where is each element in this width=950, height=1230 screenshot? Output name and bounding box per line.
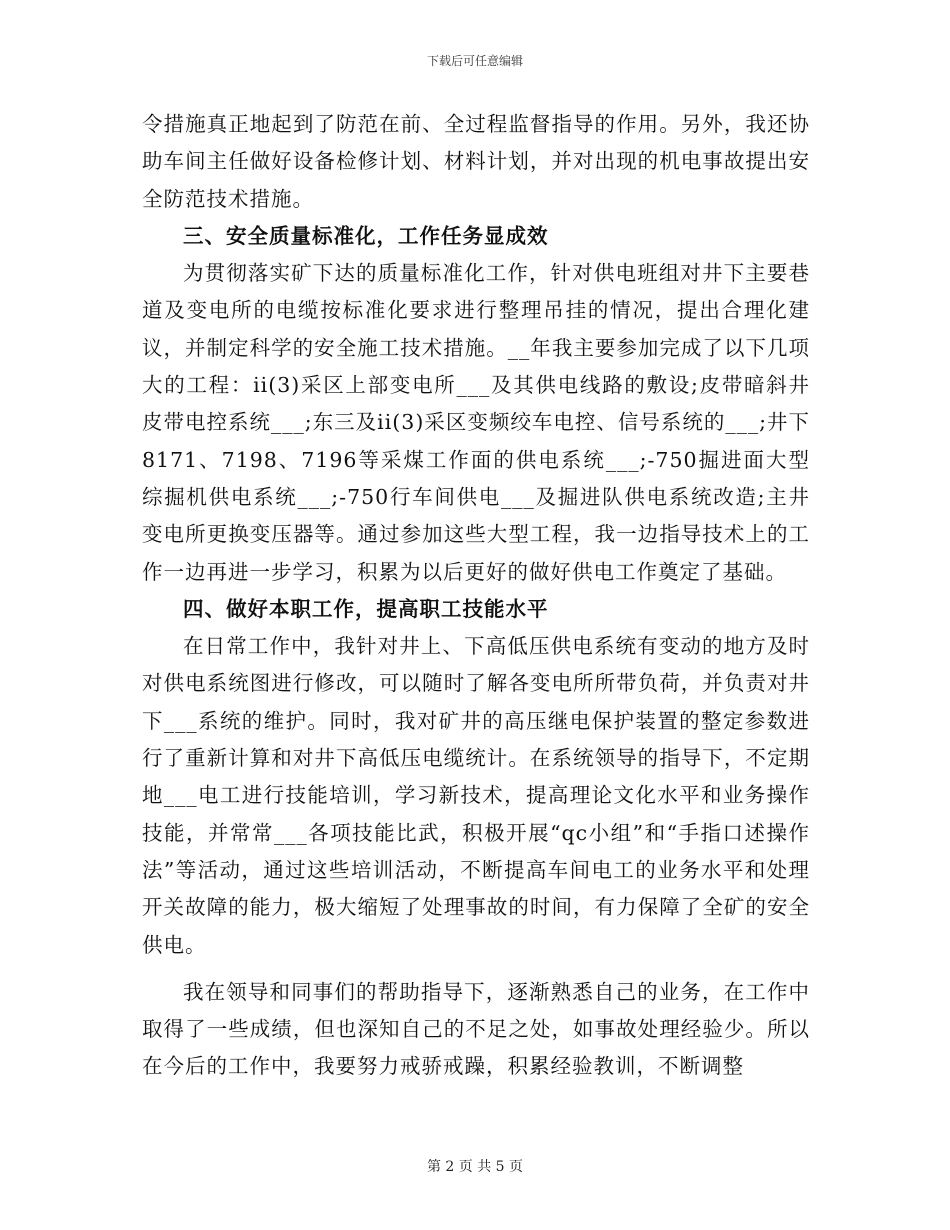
paragraph-conclusion: 我在领导和同事们的帮助指导下，逐渐熟悉自己的业务，在工作中取得了一些成绩，但也深知自己的不足之处，如事故处理经验少。所以在今后的工作中，我要努力戒骄戒躁，积累经验教训，不断调整 xyxy=(142,979,810,1079)
paragraph-daily-work: 在日常工作中，我针对井上、下高低压供电系统有变动的地方及时对供电系统图进行修改，可以随时了解各变电所所带负荷，并负责对井下___系统的维护。同时，我对矿井的高压继电保护装置的整定参数进行了重新计算和对井下高低压电缆统计。在系统领导的指导下，不定期地___电工进行技能培训，学习新技术，提高理论文化水平和业务操作技能，并常常___各项技能比武，积极开展“qc小组”和“手指口述操作法”等活动，通过这些培训活动，不断提高车间电工的业务水平和处理开关故障的能力，极大缩短了处理事故的时间，有力保障了全矿的安全供电。 xyxy=(142,634,810,957)
paragraph-continuation: 令措施真正地起到了防范在前、全过程监督指导的作用。另外，我还协助车间主任做好设备检修计划、材料计划，并对出现的机电事故提出安全防范技术措施。 xyxy=(142,112,810,211)
page-footer: 第 2 页 共 5 页 xyxy=(426,1159,524,1175)
page-header: 下载后可任意编辑 xyxy=(426,54,523,68)
section-heading-3: 三、安全质量标准化，工作任务显成效 xyxy=(183,223,549,248)
paragraph-gap xyxy=(142,964,810,974)
document-body xyxy=(142,106,810,1086)
paragraph-quality-standardization: 为贯彻落实矿下达的质量标准化工作，针对供电班组对井下主要巷道及变电所的电缆按标准化要求进行整理吊挂的情况，提出合理化建议，并制定科学的安全施工技术措施。__年我主要参加完成了以下几项大的工程：ii(3)采区上部变电所___及其供电线路的敷设;皮带暗斜井皮带电控系统___;东三及ii(3)采区变频绞车电控、信号系统的___;井下8171、7198、7196等采煤工作面的供电系统___;-750掘进面大型综掘机供电系统___;-750行车间供电___及掘进队供电系统改造;主井变电所更换变压器等。通过参加这些大型工程，我一边指导技术上的工作一边再进一步学习，积累为以后更好的做好供电工作奠定了基础。 xyxy=(142,261,810,584)
section-heading-4: 四、做好本职工作，提高职工技能水平 xyxy=(183,596,549,621)
